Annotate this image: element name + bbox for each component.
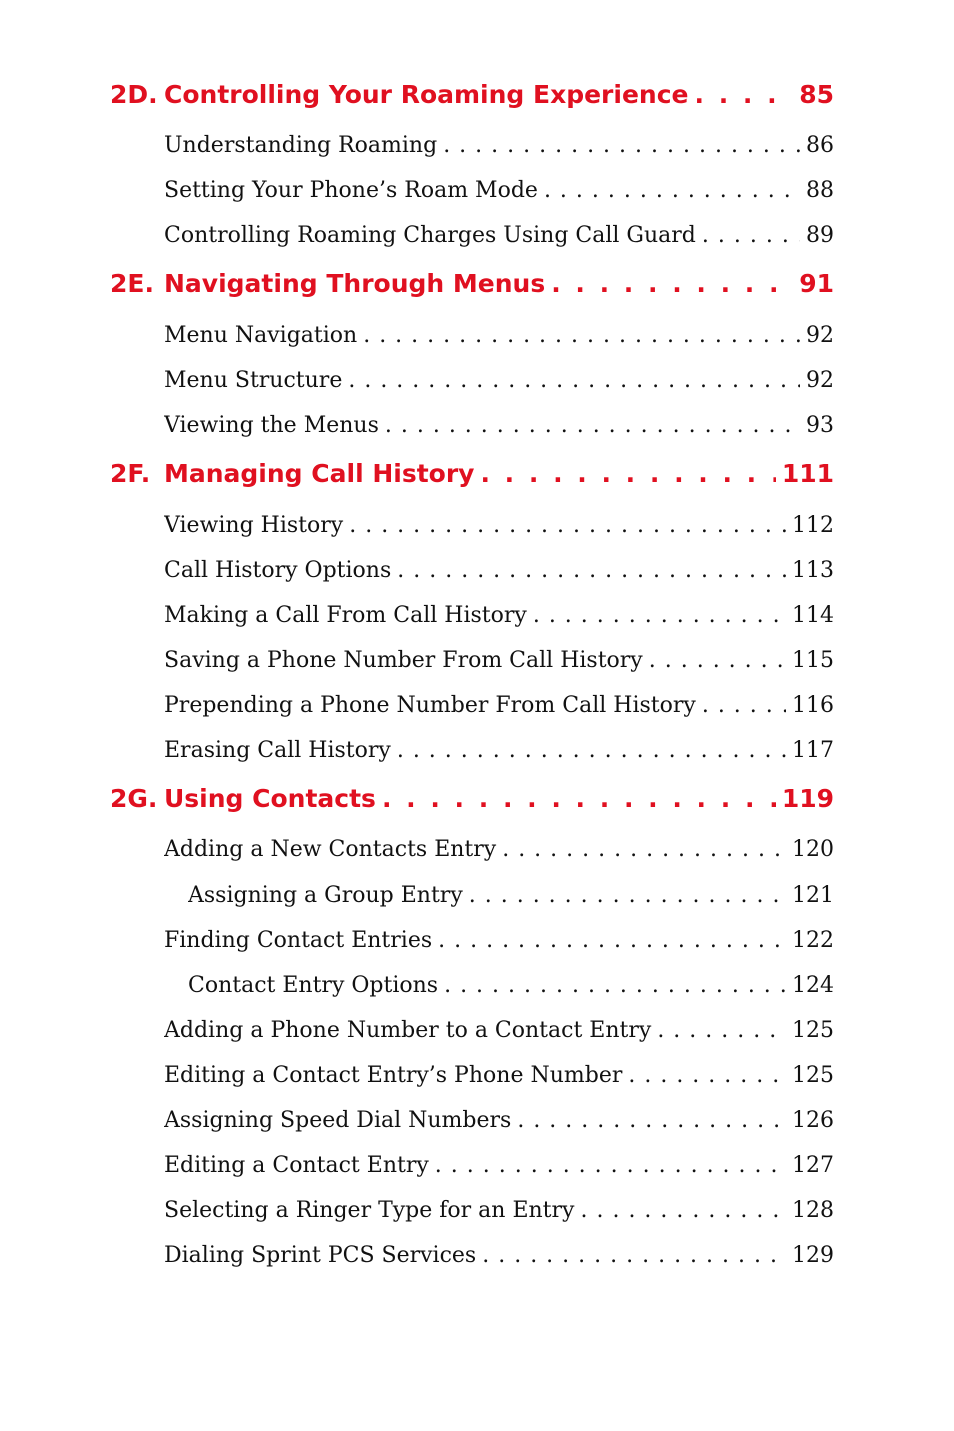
toc-section-2e[interactable]: [110, 269, 834, 305]
entry-title: Menu Structure: [164, 368, 343, 393]
toc-entry[interactable]: [164, 323, 834, 355]
toc-entry[interactable]: [164, 1243, 834, 1275]
toc-entry[interactable]: [164, 1198, 834, 1230]
page-number: 86: [806, 133, 834, 158]
page-number: 112: [792, 513, 834, 538]
page-number: 111: [781, 459, 834, 488]
section-number: 2G.: [110, 784, 158, 813]
dot-leader: [385, 413, 800, 438]
toc-entry[interactable]: [164, 178, 834, 210]
entry-title: Prepending a Phone Number From Call History: [164, 693, 696, 718]
toc-subentry[interactable]: [188, 973, 834, 1005]
entry-title: Menu Navigation: [164, 323, 358, 348]
entry-title: Controlling Roaming Charges Using Call Guard: [164, 223, 696, 248]
dot-leader: [695, 80, 794, 109]
entry-title: Editing a Contact Entry: [164, 1153, 429, 1178]
page-number: 92: [806, 368, 834, 393]
dot-leader: [702, 693, 786, 718]
dot-leader: [702, 223, 800, 248]
page-number: 88: [806, 178, 834, 203]
dot-leader: [443, 133, 800, 158]
dot-leader: [435, 1153, 786, 1178]
page-number: 85: [799, 80, 834, 109]
entry-title: Viewing History: [164, 513, 344, 538]
dot-leader: [628, 1063, 786, 1088]
page-number: 115: [792, 648, 834, 673]
toc-entry[interactable]: [164, 223, 834, 255]
page-number: 119: [781, 784, 834, 813]
page-number: 129: [792, 1243, 834, 1268]
dot-leader: [397, 738, 786, 763]
dot-leader: [397, 558, 786, 583]
dot-leader: [382, 784, 776, 813]
page-number: 127: [792, 1153, 834, 1178]
entry-title: Adding a Phone Number to a Contact Entry: [164, 1018, 652, 1043]
dot-leader: [657, 1018, 786, 1043]
entry-title: Adding a New Contacts Entry: [164, 837, 497, 862]
dot-leader: [551, 269, 793, 298]
dot-leader: [533, 603, 786, 628]
entry-title: Editing a Contact Entry’s Phone Number: [164, 1063, 623, 1088]
page-number: 93: [806, 413, 834, 438]
entry-title: Call History Options: [164, 558, 392, 583]
section-number: 2D.: [110, 80, 158, 109]
toc-entry[interactable]: [164, 513, 834, 545]
page-number: 114: [792, 603, 834, 628]
toc-section-2f[interactable]: [110, 459, 834, 495]
toc-entry[interactable]: [164, 1063, 834, 1095]
section-title: Controlling Your Roaming Experience: [164, 80, 689, 109]
page-number: 126: [792, 1108, 834, 1133]
toc-entry[interactable]: [164, 1153, 834, 1185]
page-number: 121: [792, 883, 834, 908]
dot-leader: [363, 323, 800, 348]
entry-title: Viewing the Menus: [164, 413, 379, 438]
dot-leader: [348, 368, 800, 393]
section-number: 2E.: [110, 269, 154, 298]
toc-entry[interactable]: [164, 133, 834, 165]
page-number: 92: [806, 323, 834, 348]
page-number: 117: [792, 738, 834, 763]
dot-leader: [438, 928, 786, 953]
page-number: 116: [792, 693, 834, 718]
entry-title: Assigning a Group Entry: [188, 883, 463, 908]
page-number: 125: [792, 1018, 834, 1043]
page-number: 122: [792, 928, 834, 953]
toc-entry[interactable]: [164, 738, 834, 770]
dot-leader: [349, 513, 786, 538]
page-number: 125: [792, 1063, 834, 1088]
dot-leader: [517, 1108, 786, 1133]
entry-title: Finding Contact Entries: [164, 928, 433, 953]
toc-section-2d[interactable]: [110, 80, 834, 116]
section-title: Using Contacts: [164, 784, 376, 813]
entry-title: Assigning Speed Dial Numbers: [164, 1108, 512, 1133]
page-number: 91: [799, 269, 834, 298]
dot-leader: [444, 973, 786, 998]
toc-entry[interactable]: [164, 648, 834, 680]
toc-section-2g[interactable]: [110, 784, 834, 820]
toc-entry[interactable]: [164, 558, 834, 590]
section-title: Navigating Through Menus: [164, 269, 546, 298]
toc-entry[interactable]: [164, 837, 834, 869]
dot-leader: [480, 459, 775, 488]
toc-entry[interactable]: [164, 928, 834, 960]
entry-title: Selecting a Ringer Type for an Entry: [164, 1198, 575, 1223]
dot-leader: [544, 178, 800, 203]
dot-leader: [482, 1243, 786, 1268]
entry-title: Saving a Phone Number From Call History: [164, 648, 643, 673]
toc-entry[interactable]: [164, 1108, 834, 1140]
entry-title: Dialing Sprint PCS Services: [164, 1243, 477, 1268]
dot-leader: [580, 1198, 786, 1223]
page-number: 113: [792, 558, 834, 583]
section-title: Managing Call History: [164, 459, 475, 488]
toc-subentry[interactable]: [188, 883, 834, 915]
entry-title: Making a Call From Call History: [164, 603, 527, 628]
toc-entry[interactable]: [164, 693, 834, 725]
page-number: 124: [792, 973, 834, 998]
toc-entry[interactable]: [164, 413, 834, 445]
toc-entry[interactable]: [164, 1018, 834, 1050]
entry-title: Erasing Call History: [164, 738, 391, 763]
dot-leader: [649, 648, 786, 673]
dot-leader: [502, 837, 786, 862]
toc-entry[interactable]: [164, 368, 834, 400]
entry-title: Understanding Roaming: [164, 133, 438, 158]
section-number: 2F.: [110, 459, 151, 488]
toc-entry[interactable]: [164, 603, 834, 635]
entry-title: Setting Your Phone’s Roam Mode: [164, 178, 538, 203]
entry-title: Contact Entry Options: [188, 973, 439, 998]
page-number: 128: [792, 1198, 834, 1223]
page-number: 120: [792, 837, 834, 862]
page-number: 89: [806, 223, 834, 248]
dot-leader: [469, 883, 786, 908]
